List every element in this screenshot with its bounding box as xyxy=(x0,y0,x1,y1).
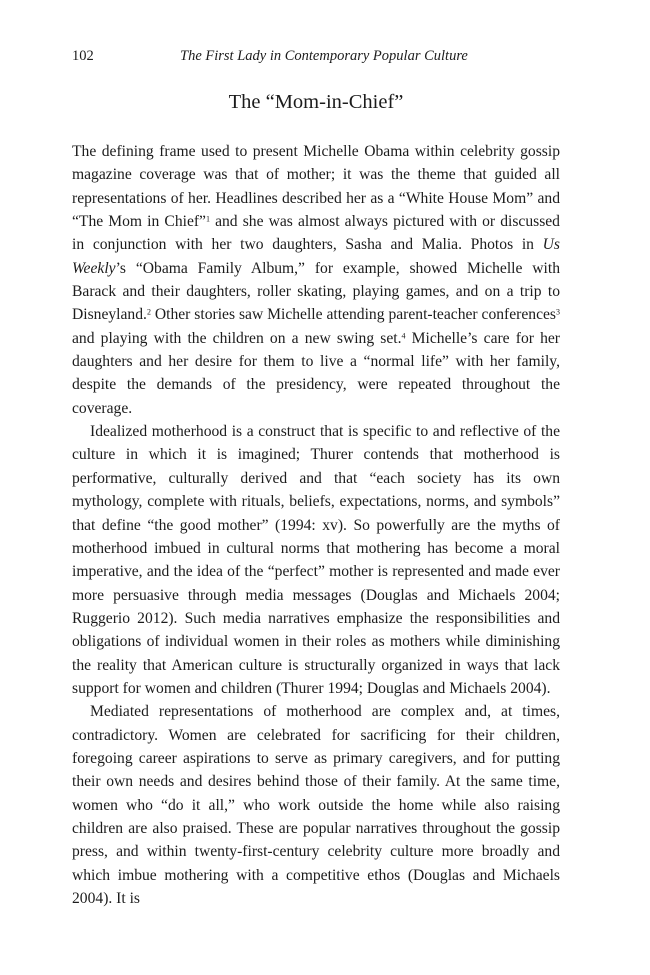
running-title: The First Lady in Contemporary Popular Culture xyxy=(180,48,468,64)
section-title: The “Mom-in-Chief” xyxy=(228,91,404,113)
body-text xyxy=(72,140,560,910)
paragraph-2: Idealized motherhood is a construct that is specific to and reflective of the culture in which it is imagined; Thurer contends that motherhood is performative, culturally derived and that “each society has its own mythology, complete with rituals, beliefs, expectations, norms, and symbols” that define “the good mother” (1994: xv). So powerfully are the myths of motherhood imbued in cultural norms that mothering has become a moral imperative, and the idea of the “perfect” mother is represented and made ever more persuasive through media messages (Douglas and Michaels 2004; Ruggerio 2012). Such media narratives emphasize the responsibilities and obligations of individual women in their roles as mothers while diminishing the reality that American culture is structurally organized in ways that lack support for women and children (Thurer 1994; Douglas and Michaels 2004). xyxy=(72,423,560,697)
page-number: 102 xyxy=(72,48,94,64)
running-header xyxy=(72,46,560,66)
paragraph-3: Mediated representations of motherhood are complex and, at times, contradictory. Women are celebrated for sacrificing for their children, foregoing career aspirations to serve as primary caregivers, and for putting their own needs and desires behind those of their family. At the same time, women who “do it all,” who work outside the home while also raising children are also praised. These are popular narratives throughout the gossip press, and within twenty-first-century celebrity culture more broadly and which imbue mothering with a competitive ethos (Douglas and Michaels 2004). It is xyxy=(72,703,560,907)
paragraph-1 xyxy=(72,140,560,420)
text-run: The defining frame used to present Michelle Obama within celebrity gossip magazine coverage was that of mother; it was the theme that guided all representations of her. Headlines described her as a “White House Mom” and “The Mom in Chief” xyxy=(72,143,560,231)
text-run: Michelle’s care for her daughters and her desire for them to live a “normal life” with her family, despite the demands of the presidency, were repeated throughout the coverage. xyxy=(72,329,561,417)
footnote-marker-1: 1 xyxy=(205,214,210,224)
text-run: Other stories saw Michelle attending parent-teacher conferences xyxy=(150,306,556,324)
text-run: ’s “Obama Family Album,” for example, showed Michelle with Barack and their daughters, roller skating, playing games, and on a trip to Disneyland. xyxy=(72,259,560,324)
footnote-marker-2: 2 xyxy=(146,308,151,318)
footnote-marker-3: 3 xyxy=(556,308,560,318)
footnote-marker-4: 4 xyxy=(401,331,406,341)
publication-title: Us Weekly xyxy=(72,236,560,277)
text-run: and she was almost always pictured with or discussed in conjunction with her two daughters, Sasha and Malia. Photos in xyxy=(72,213,560,254)
text-run: and playing with the children on a new swing set. xyxy=(72,329,402,347)
